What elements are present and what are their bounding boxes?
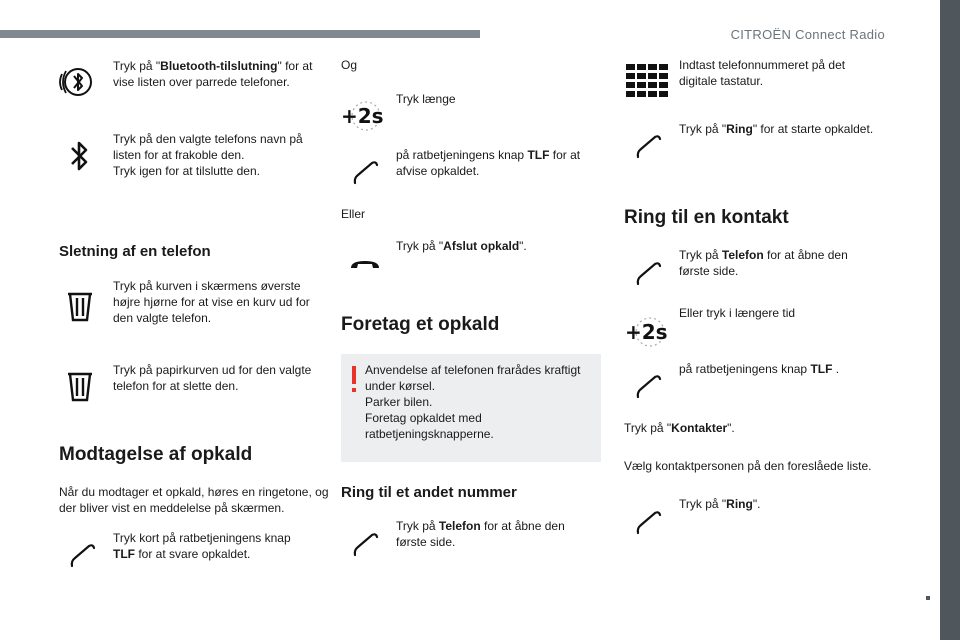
other-phone-text: Tryk på Telefon for at åbne den første side.	[396, 519, 565, 549]
contact-tlf-text: på ratbetjeningens knap TLF .	[679, 362, 840, 376]
warning-box	[341, 354, 601, 462]
phone-icon	[345, 525, 385, 565]
contact-heading: Ring til en kontakt	[624, 207, 789, 228]
keypad-text: Indtast telefonnummeret på det digitale tastatur.	[679, 58, 846, 88]
side-bar	[940, 0, 960, 640]
warning-text: Anvendelse af telefonen frarådes kraftigt under kørsel. Parker bilen. Foretag opkaldet med ratbetjeningsknapperne.	[365, 363, 581, 441]
phone-icon	[628, 127, 668, 167]
continue-marker	[926, 596, 930, 600]
choose-contact-text: Vælg kontaktpersonen på den foreslåede liste.	[624, 459, 872, 473]
long-press-2s-icon	[340, 96, 384, 136]
header-title: CITROËN Connect Radio	[730, 27, 885, 42]
ring-final-text: Tryk på "Ring".	[679, 497, 761, 511]
receive-intro-text: Når du modtager et opkald, høres en ringetone, og der bliver vist en meddelelse på skærmen.	[59, 485, 329, 515]
contact-phone-text: Tryk på Telefon for at åbne den første side.	[679, 248, 848, 278]
receive-answer-text: Tryk kort på ratbetjeningens knap TLF for at svare opkaldet.	[113, 531, 291, 561]
phone-icon	[628, 254, 668, 294]
svg-text:+2s: +2s	[341, 104, 384, 128]
warning-icon	[350, 364, 358, 394]
contacts-text: Tryk på "Kontakter".	[624, 421, 735, 435]
delete-phone-heading: Sletning af en telefon	[59, 243, 211, 260]
phone-icon	[628, 367, 668, 407]
contact-long-text: Eller tryk i længere tid	[679, 306, 796, 320]
bt-disconnect-text: Tryk på den valgte telefons navn på listen for at frakoble den. Tryk igen for at tilslutte den.	[113, 132, 303, 178]
header-bar	[0, 30, 480, 38]
phone-icon	[345, 153, 385, 193]
page-number: 17	[916, 612, 932, 628]
bluetooth-connect-icon	[56, 62, 96, 102]
eller-text: Eller	[341, 207, 366, 221]
reject-text: på ratbetjeningens knap TLF for at afvise opkaldet.	[396, 148, 581, 178]
delete-trash-text: Tryk på kurven i skærmens øverste højre hjørne for at vise en kurv ud for den valgte telefon.	[113, 279, 310, 325]
other-number-heading: Ring til et andet nummer	[341, 484, 517, 501]
long-press-2s-icon	[624, 312, 668, 352]
keypad-icon	[626, 64, 668, 98]
trash-icon	[60, 286, 100, 326]
long-press-text: Tryk længe	[396, 92, 456, 106]
bluetooth-icon	[60, 136, 100, 176]
hang-up-icon	[345, 244, 385, 284]
bt-connect-text: Tryk på "Bluetooth-tilslutning" for at vise listen over parrede telefoner.	[113, 59, 313, 89]
og-text: Og	[341, 58, 358, 72]
end-call-text: Tryk på "Afslut opkald".	[396, 239, 527, 253]
phone-icon	[62, 536, 102, 576]
receive-call-heading: Modtagelse af opkald	[59, 444, 253, 465]
delete-confirm-text: Tryk på papirkurven ud for den valgte telefon for at slette den.	[113, 363, 312, 393]
make-call-heading: Foretag et opkald	[341, 314, 500, 335]
svg-text:+2s: +2s	[625, 320, 668, 344]
trash-icon	[60, 366, 100, 406]
ring-text: Tryk på "Ring" for at starte opkaldet.	[679, 122, 874, 136]
phone-icon	[628, 503, 668, 543]
